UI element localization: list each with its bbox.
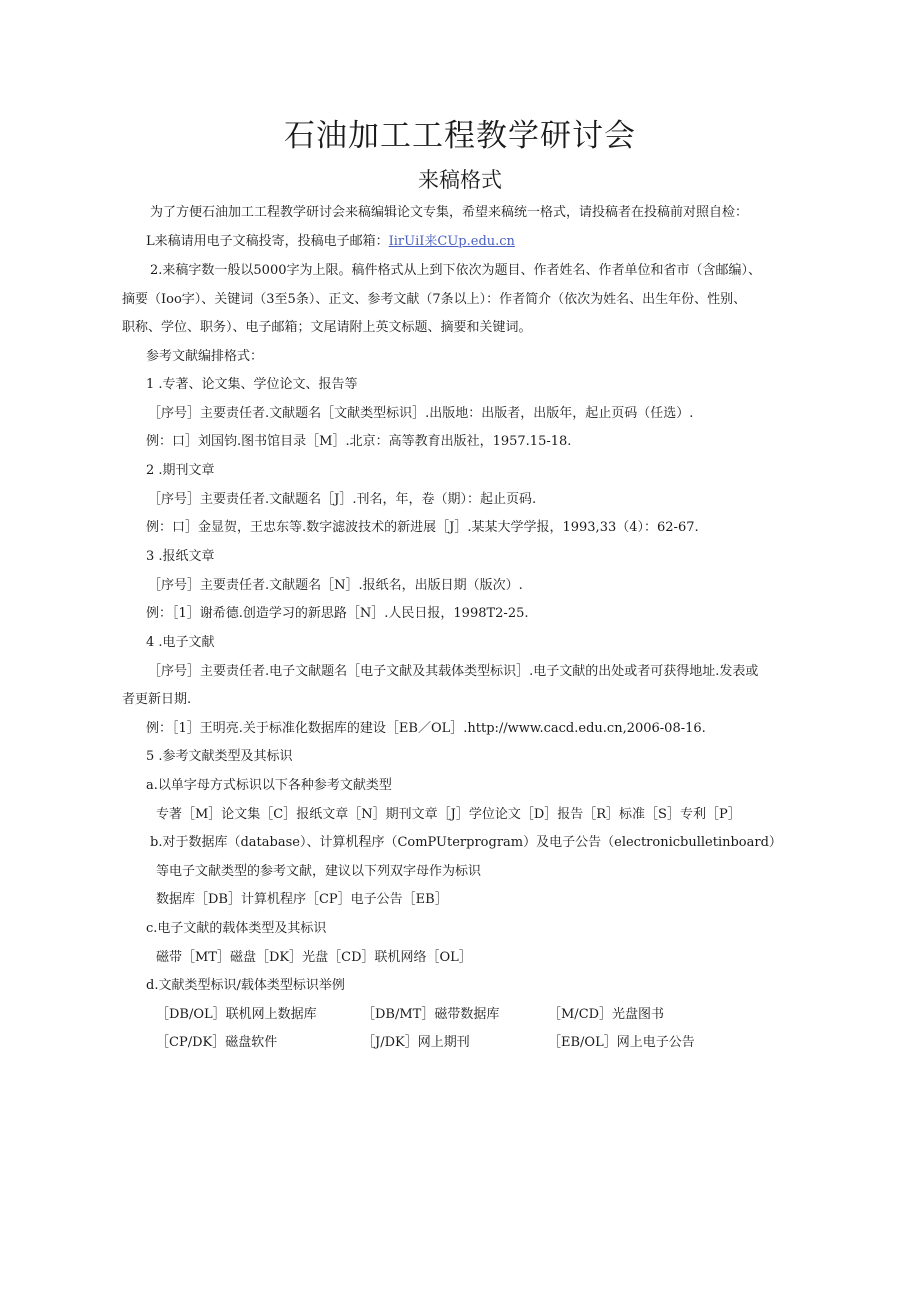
section-2-heading: 2 .期刊文章 [146, 463, 215, 478]
section-4-format-line-2: 者更新日期. [122, 692, 192, 707]
section-5c-heading: c.电子文献的载体类型及其标识 [146, 921, 327, 936]
section-4-format-line-1: ［序号］主要责任者.电子文献题名［电子文献及其载体类型标识］.电子文献的出处或者可获得地址.发表或 [148, 664, 759, 679]
example-cp-dk: ［CP/DK］磁盘软件 [156, 1035, 278, 1050]
example-db-mt: ［DB/MT］磁带数据库 [362, 1007, 500, 1022]
document-subtitle: 来稿格式 [418, 168, 502, 192]
example-eb-ol: ［EB/OL］网上电子公告 [548, 1035, 695, 1050]
length-requirement-line-1: 2.来稿字数一般以5000字为上限。稿件格式从上到下依次为题目、作者姓名、作者单位和省市（含邮编）、 [150, 263, 761, 278]
section-2-example: 例：口］金显贺，王忠东等.数字滤波技术的新进展［J］.某某大学学报，1993,33（4）：62-67. [146, 520, 699, 535]
example-m-cd: ［M/CD］光盘图书 [548, 1007, 665, 1022]
section-4-example: 例：［1］王明亮.关于标准化数据库的建设［EB／OL］.http://www.cacd.edu.cn,2006-08-16. [146, 721, 706, 736]
section-5a-type-list: 专著［M］论文集［C］报纸文章［N］期刊文章［J］学位论文［D］报告［R］标准［S］专利［P］ [156, 807, 741, 822]
intro-paragraph: 为了方便石油加工工程教学研讨会来稿编辑论文专集，希望来稿统一格式，请投稿者在投稿前对照自检： [150, 205, 749, 220]
example-j-dk: ［J/DK］网上期刊 [362, 1035, 470, 1050]
document-title: 石油加工工程教学研讨会 [284, 118, 636, 154]
section-5b-type-list: 数据库［DB］计算机程序［CP］电子公告［EB］ [156, 892, 448, 907]
section-4-heading: 4 .电子文献 [146, 635, 215, 650]
section-5d-heading: d.文献类型标识/载体类型标识举例 [146, 978, 345, 993]
section-2-format: ［序号］主要责任者.文献题名［J］.刊名，年，卷（期）：起止页码. [148, 492, 537, 507]
section-5c-carrier-list: 磁带［MT］磁盘［DK］光盘［CD］联机网络［OL］ [156, 950, 472, 965]
section-3-heading: 3 .报纸文章 [146, 549, 215, 564]
length-requirement-line-2: 摘要（Ioo字）、关键词（3至5条）、正文、参考文献（7条以上）：作者简介（依次为姓名、出生年份、性别、 [122, 292, 747, 307]
section-1-format: ［序号］主要责任者.文献题名［文献类型标识］.出版地：出版者，出版年，起止页码（任选）. [148, 406, 694, 421]
email-link[interactable]: IirUiI来CUp.edu.cn [388, 234, 515, 249]
email-label: L来稿请用电子文稿投寄，投稿电子邮箱： [146, 234, 389, 249]
example-db-ol: ［DB/OL］联机网上数据库 [156, 1007, 317, 1022]
section-3-example: 例：［1］谢希德.创造学习的新思路［N］.人民日报，1998T2-25. [146, 606, 529, 621]
length-requirement-line-3: 职称、学位、职务）、电子邮箱；文尾请附上英文标题、摘要和关键词。 [122, 320, 532, 335]
section-3-format: ［序号］主要责任者.文献题名［N］.报纸名，出版日期（版次）. [148, 578, 523, 593]
section-5b-line-2: 等电子文献类型的参考文献，建议以下列双字母作为标识 [156, 864, 482, 879]
reference-format-heading: 参考文献编排格式： [146, 349, 264, 364]
section-1-example: 例：口］刘国钧.图书馆目录［M］.北京：高等教育出版社，1957.15-18. [146, 434, 572, 449]
submission-email-line [146, 232, 515, 252]
section-1-heading: 1 .专著、论文集、学位论文、报告等 [146, 377, 358, 392]
section-5b-heading: b.对于数据库（database）、计算机程序（ComPUterprogram）及电子公告（electronicbulletinboard） [150, 835, 782, 850]
section-5a-heading: a.以单字母方式标识以下各种参考文献类型 [146, 778, 392, 793]
section-5-heading: 5 .参考文献类型及其标识 [146, 749, 293, 764]
